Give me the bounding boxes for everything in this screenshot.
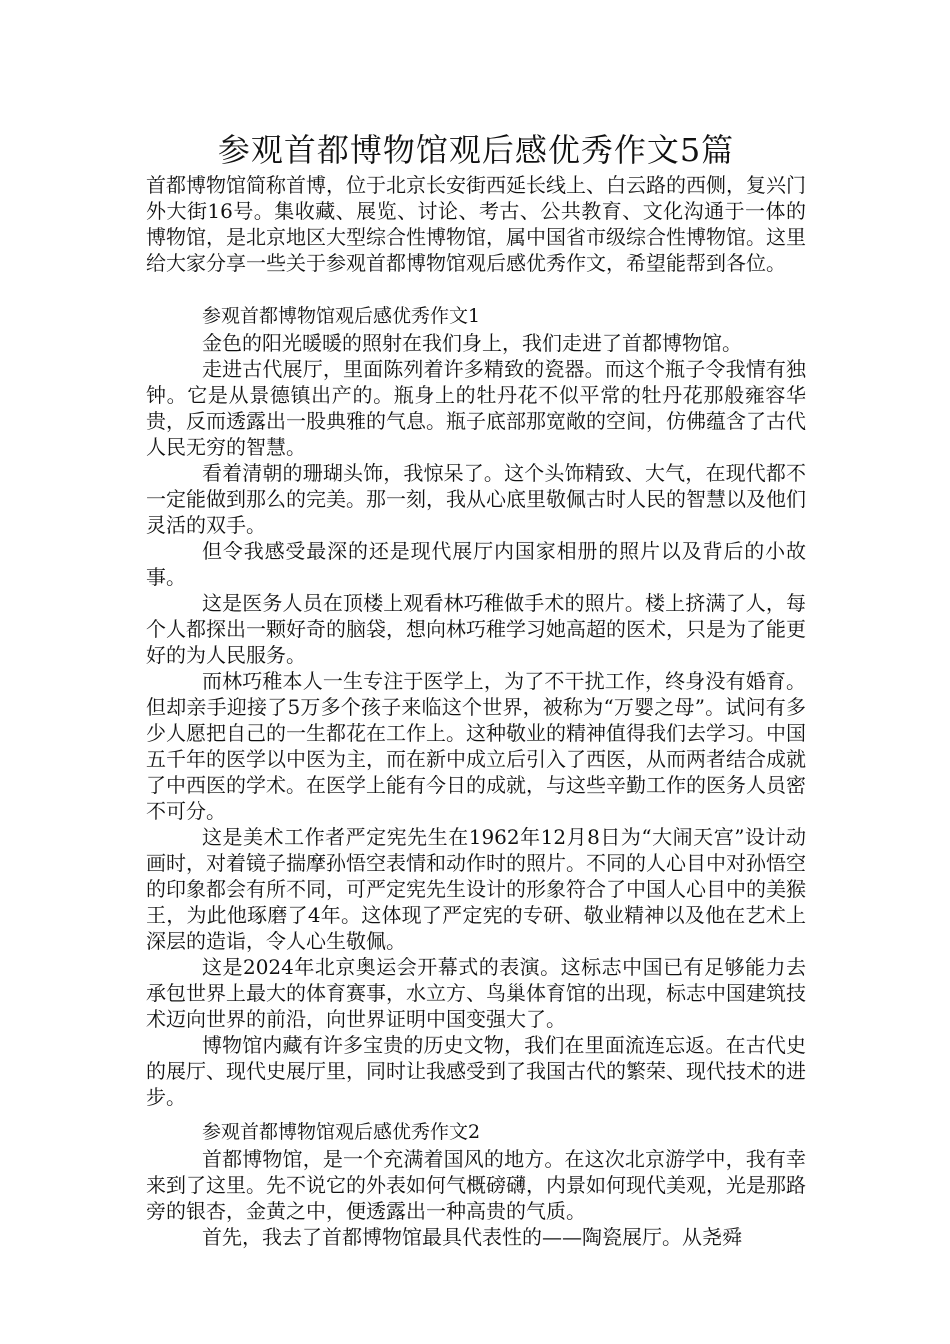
essay-1-paragraph-6: 而林巧稚本人一生专注于医学上，为了不干扰工作，终身没有婚育。但却亲手迎接了5万多个孩子来临这个世界，被称为“万婴之母”。试问有多少人愿把自己的一生都花在工作上。这种敬业的精神值得我们去学习。中国五千年的医学以中医为主，而在新中成立后引入了西医，从而两者结合成就了中西医的学术。在医学上能有今日的成就，与这些辛勤工作的医务人员密不可分。 <box>146 669 806 823</box>
document-page <box>146 128 806 1250</box>
intro-paragraph: 首都博物馆简称首博，位于北京长安街西延长线上、白云路的西侧，复兴门外大街16号。集收藏、展览、讨论、考古、公共教育、文化沟通于一体的博物馆，是北京地区大型综合性博物馆，属中国省市级综合性博物馆。这里给大家分享一些关于参观首都博物馆观后感优秀作文，希望能帮到各位。 <box>146 173 806 275</box>
essay-1-paragraph-5: 这是医务人员在顶楼上观看林巧稚做手术的照片。楼上挤满了人，每个人都探出一颗好奇的脑袋，想向林巧稚学习她高超的医术，只是为了能更好的为人民服务。 <box>146 591 806 667</box>
page-title: 参观首都博物馆观后感优秀作文5篇 <box>217 131 735 169</box>
essay-1-paragraph-7: 这是美术工作者严定宪先生在1962年12月8日为“大闹天宫”设计动画时，对着镜子揣摩孙悟空表情和动作时的照片。不同的人心目中对孙悟空的印象都会有所不同，可严定宪先生设计的形象符合了中国人心目中的美猴王，为此他琢磨了4年。这体现了严定宪的专研、敬业精神以及他在艺术上深层的造诣，令人心生敬佩。 <box>146 825 806 953</box>
essay-2-paragraph-2: 首先，我去了首都博物馆最具代表性的——陶瓷展厅。从尧舜 <box>202 1225 742 1249</box>
essay-1-paragraph-8: 这是2024年北京奥运会开幕式的表演。这标志中国已有足够能力去承包世界上最大的体育赛事，水立方、鸟巢体育馆的出现，标志中国建筑技术迈向世界的前沿，向世界证明中国变强大了。 <box>146 955 806 1031</box>
essay-1-paragraph-1: 金色的阳光暖暖的照射在我们身上，我们走进了首都博物馆。 <box>202 331 742 355</box>
essay-heading-1: 参观首都博物馆观后感优秀作文1 <box>202 305 481 327</box>
essay-1-paragraph-9: 博物馆内藏有许多宝贵的历史文物，我们在里面流连忘返。在古代史的展厅、现代史展厅里，同时让我感受到了我国古代的繁荣、现代技术的进步。 <box>146 1033 806 1109</box>
essay-1-paragraph-3: 看着清朝的珊瑚头饰，我惊呆了。这个头饰精致、大气，在现代都不一定能做到那么的完美。那一刻，我从心底里敬佩古时人民的智慧以及他们灵活的双手。 <box>146 461 806 537</box>
essay-1-paragraph-4: 但令我感受最深的还是现代展厅内国家相册的照片以及背后的小故事。 <box>146 539 806 589</box>
essay-heading-2: 参观首都博物馆观后感优秀作文2 <box>202 1121 481 1143</box>
essay-section-1 <box>146 302 806 1110</box>
essay-2-paragraph-1: 首都博物馆，是一个充满着国风的地方。在这次北京游学中，我有幸来到了这里。先不说它的外表如何气概磅礴，内景如何现代美观，光是那路旁的银杏，金黄之中，便透露出一种高贵的气质。 <box>146 1147 806 1223</box>
essay-section-2 <box>146 1118 806 1250</box>
essay-1-paragraph-2: 走进古代展厅，里面陈列着许多精致的瓷器。而这个瓶子令我情有独钟。它是从景德镇出产的。瓶身上的牡丹花不似平常的牡丹花那般雍容华贵，反而透露出一股典雅的气息。瓶子底部那宽敞的空间，仿佛蕴含了古代人民无穷的智慧。 <box>146 357 806 459</box>
